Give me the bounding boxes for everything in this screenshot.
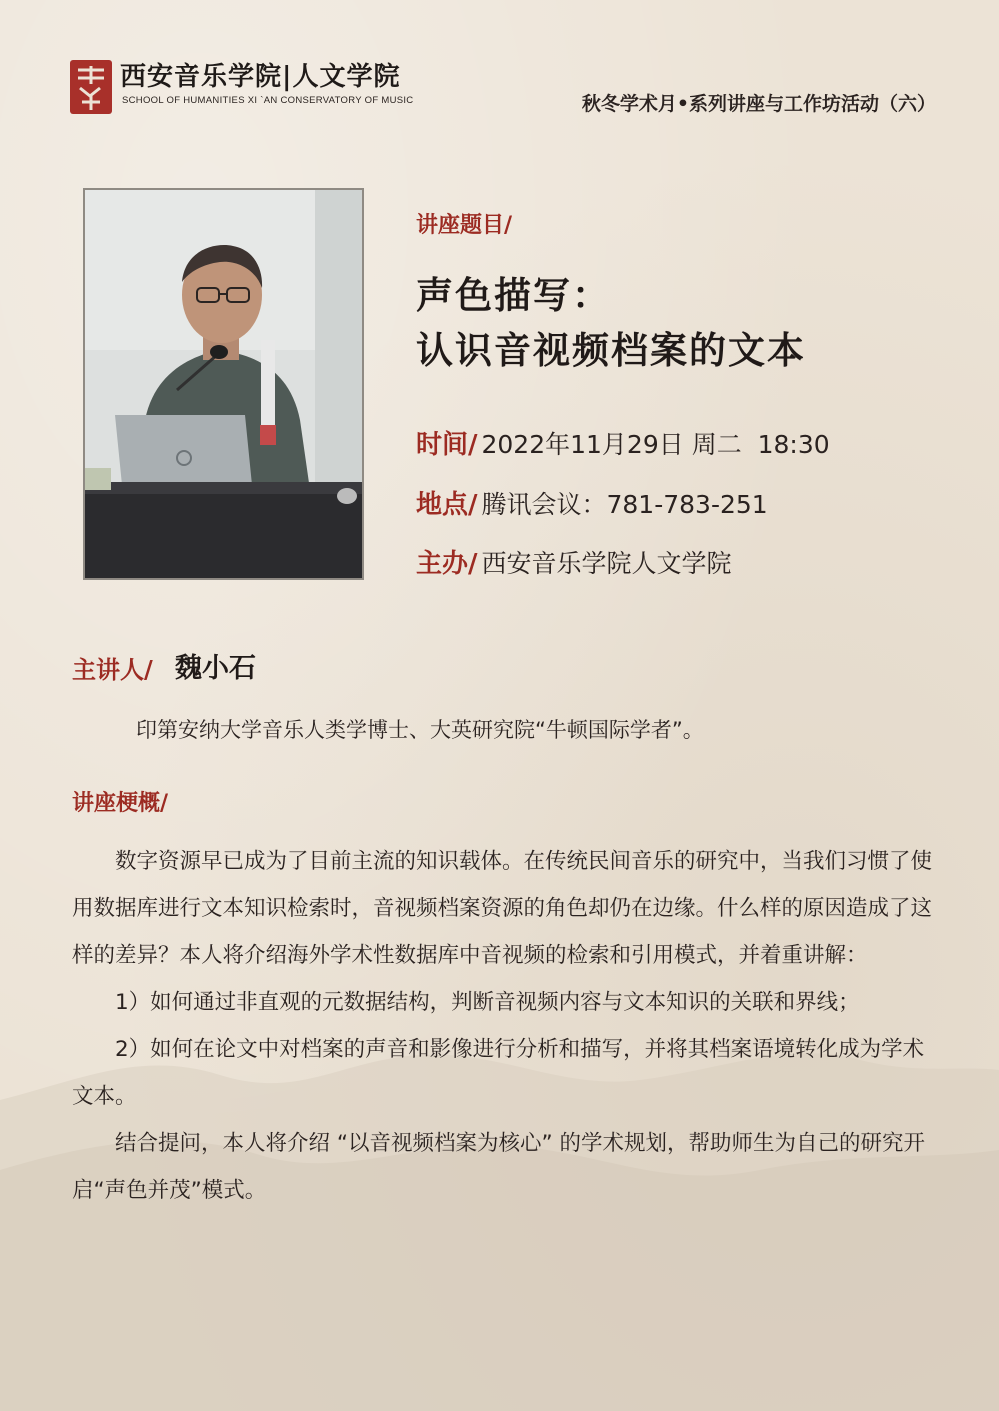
time-label: 时间/ bbox=[416, 430, 478, 460]
host-row bbox=[416, 543, 732, 580]
logo-english-name: SCHOOL OF HUMANITIES XI `AN CONSERVATORY OF MUSIC bbox=[122, 95, 414, 106]
school-seal-logo bbox=[68, 58, 114, 116]
logo-chinese-name: 西安音乐学院|人文学院 bbox=[120, 62, 401, 92]
summary-body bbox=[72, 838, 934, 1214]
speaker-label: 主讲人/ bbox=[72, 655, 153, 684]
speaker-bio: 印第安纳大学音乐人类学博士、大英研究院“牛顿国际学者”。 bbox=[136, 718, 704, 742]
time-value: 2022年11月29日 周二 18:30 bbox=[481, 430, 830, 459]
summary-paragraph: 1）如何通过非直观的元数据结构，判断音视频内容与文本知识的关联和界线； bbox=[115, 990, 860, 1015]
host-label: 主办/ bbox=[416, 549, 478, 579]
speaker-photo bbox=[83, 188, 364, 580]
lecture-title bbox=[416, 268, 806, 378]
summary-paragraph: 数字资源早已成为了目前主流的知识载体。在传统民间音乐的研究中，当我们习惯了使用数据库进行文本知识检索时，音视频档案资源的角色却仍在边缘。什么样的原因造成了这样的差异？本人将介绍海外学术性数据库中音视频的检索和引用模式，并着重讲解： bbox=[72, 849, 933, 968]
place-row bbox=[416, 484, 768, 521]
speaker-name: 魏小石 bbox=[175, 653, 256, 684]
lecture-title-line2: 认识音视频档案的文本 bbox=[416, 329, 806, 372]
place-label: 地点/ bbox=[416, 490, 478, 520]
host-value: 西安音乐学院人文学院 bbox=[481, 549, 732, 578]
summary-paragraph: 2）如何在论文中对档案的声音和影像进行分析和描写，并将其档案语境转化成为学术文本。 bbox=[72, 1037, 925, 1109]
lecture-topic-label: 讲座题目/ bbox=[416, 212, 513, 238]
time-row bbox=[416, 424, 830, 461]
place-value: 腾讯会议：781-783-251 bbox=[481, 490, 768, 519]
header bbox=[68, 56, 938, 126]
summary-label: 讲座梗概/ bbox=[72, 790, 169, 816]
summary-paragraph: 结合提问，本人将介绍 “以音视频档案为核心” 的学术规划，帮助师生为自己的研究开启“声色并茂”模式。 bbox=[72, 1131, 925, 1203]
lecture-title-line1: 声色描写： bbox=[416, 274, 611, 317]
series-title: 秋冬学术月•系列讲座与工作坊活动（六） bbox=[581, 93, 936, 115]
